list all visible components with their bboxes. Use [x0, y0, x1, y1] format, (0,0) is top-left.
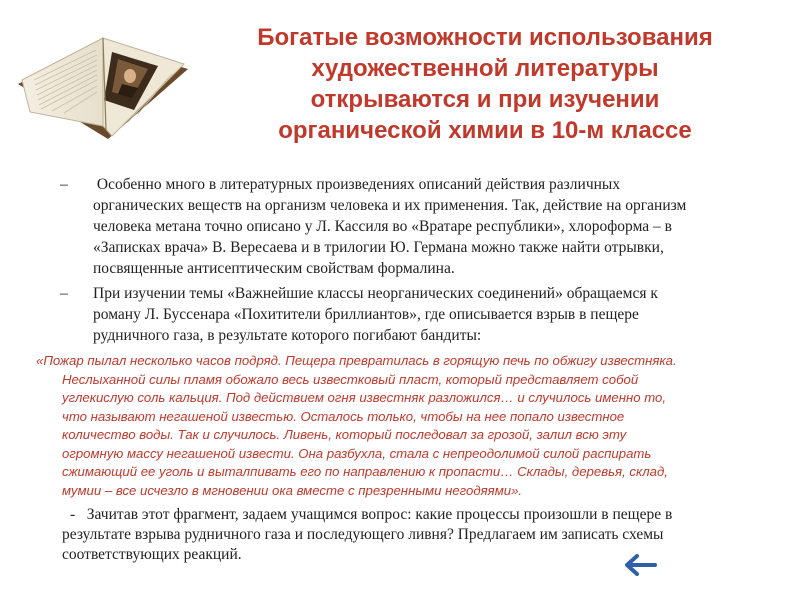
title-line: органической химии в 10-м классе	[278, 117, 692, 144]
bullet-text-line: При изучении темы «Важнейшие классы неорганических соединений» обращаемся к	[93, 285, 658, 302]
bullet-text-line: Особенно много в литературных произведениях описаний действия различных	[93, 176, 621, 193]
bullet-text-line: роману Л. Буссенара «Похитители бриллиантов», где описывается взрыв в пещере	[93, 306, 639, 323]
closing-line: - Зачитав этот фрагмент, задаем учащимся вопрос: какие процессы произошли в пещере в	[70, 506, 673, 523]
closing-paragraph	[62, 505, 782, 565]
bullet-text-line: «Записках врача» В. Вересаева и в трилогии Ю. Германа можно также найти отрывки,	[93, 239, 664, 256]
bullet-text-line: рудничного газа, в результате которого погибают бандиты:	[93, 327, 482, 344]
literary-quote	[36, 352, 781, 500]
quote-line: что называют негашеной известью. Осталось только, чтобы на нее попало известное	[62, 408, 625, 424]
bullet-text-line: органических веществ на организм человека и их применения. Так, действие на организм	[93, 197, 687, 214]
quote-line: количество воды. Так и случилось. Ливень, который последовал за грозой, залил всю эту	[62, 427, 627, 442]
quote-line: мумии – все исчезло в мгновении ока вместе с презренными негодяями».	[62, 482, 523, 498]
page-title	[215, 22, 755, 146]
bullet-item	[60, 174, 780, 279]
quote-line: сжимающий ее уголь и выталпивать его по направлению к пропасти… Склады, деревья, склад,	[62, 464, 668, 479]
closing-line: результате взрыва рудничного газа и последующего ливня? Предлагаем им записать схемы	[62, 526, 664, 543]
bullet-text-line: посвященные антисептическим свойствам формалина.	[93, 260, 455, 277]
title-line: художественной литературы	[311, 55, 659, 82]
bullet-list	[60, 174, 780, 350]
bullet-dash: –	[60, 176, 68, 193]
closing-line: соответствующих реакций.	[62, 546, 242, 563]
back-arrow-icon[interactable]	[622, 552, 658, 578]
bullet-item	[60, 283, 780, 346]
quote-line: огромную массу негашеной извести. Она разбухла, стала с непреодолимой силой распирать	[62, 445, 652, 461]
title-line: Богатые возможности использования	[257, 24, 713, 51]
quote-line: углекислую соль кальция. Под действием огня известняк разложился… и случилось именно то,	[62, 390, 667, 405]
bullet-dash: –	[60, 285, 68, 302]
title-line: открываются и при изучении	[310, 86, 660, 113]
bullet-text-line: человека метана точно описано у Л. Кассиля во «Вратаре республики», хлороформа – в	[93, 218, 672, 235]
quote-line: Неслыханной силы пламя обожало весь известковый пласт, который представляет собой	[62, 371, 639, 387]
quote-line: «Пожар пылал несколько часов подряд. Пещера превратилась в горящую печь по обжигу известняка.	[36, 353, 677, 368]
open-book-illustration	[8, 14, 198, 154]
